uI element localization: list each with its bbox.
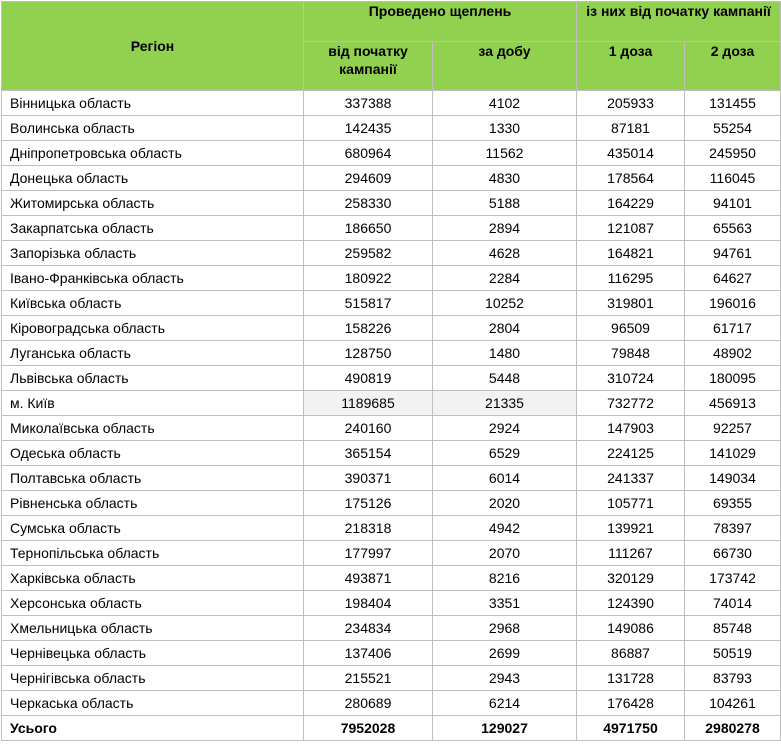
cell-region: Чернівецька область [2,641,304,666]
cell-per-day: 1480 [433,341,577,366]
table-row [2,591,781,616]
table-row [2,91,781,116]
table-row [2,316,781,341]
cell-per-day: 5448 [433,366,577,391]
header-vaccinations: Проведено щеплень [304,2,577,42]
cell-dose2: 180095 [685,366,781,391]
cell-region: Харківська область [2,566,304,591]
cell-total: 515817 [304,291,433,316]
cell-region: Луганська область [2,341,304,366]
cell-region: Черкаська область [2,691,304,716]
cell-dose1: 131728 [577,666,685,691]
cell-dose1: 319801 [577,291,685,316]
cell-total: 128750 [304,341,433,366]
table-row [2,466,781,491]
cell-total: 337388 [304,91,433,116]
table-row [2,641,781,666]
table-row [2,141,781,166]
cell-dose1: 178564 [577,166,685,191]
table-row [2,341,781,366]
table-row [2,416,781,441]
cell-region: Чернігівська область [2,666,304,691]
cell-dose2: 149034 [685,466,781,491]
cell-per-day: 4102 [433,91,577,116]
cell-total: 1189685 [304,391,433,416]
cell-total: 240160 [304,416,433,441]
cell-dose2: 69355 [685,491,781,516]
header-since-start: від початку кампанії [304,42,433,91]
cell-per-day: 2968 [433,616,577,641]
cell-dose2: 456913 [685,391,781,416]
cell-per-day: 2943 [433,666,577,691]
cell-total: 198404 [304,591,433,616]
cell-total: 180922 [304,266,433,291]
cell-region: Кіровоградська область [2,316,304,341]
totals-cell-dose2: 2980278 [685,716,781,741]
cell-dose2: 66730 [685,541,781,566]
cell-dose2: 78397 [685,516,781,541]
table-row [2,491,781,516]
cell-dose1: 310724 [577,366,685,391]
cell-dose2: 61717 [685,316,781,341]
header-since-start-group: із них від початку кампанії [577,2,781,42]
cell-dose2: 245950 [685,141,781,166]
table-row [2,116,781,141]
cell-region: Тернопільська область [2,541,304,566]
cell-region: м. Київ [2,391,304,416]
cell-region: Вінницька область [2,91,304,116]
table-row [2,541,781,566]
cell-per-day: 1330 [433,116,577,141]
table-row [2,291,781,316]
cell-total: 177997 [304,541,433,566]
cell-region: Хмельницька область [2,616,304,641]
cell-per-day: 2894 [433,216,577,241]
cell-region: Миколаївська область [2,416,304,441]
cell-per-day: 11562 [433,141,577,166]
table-row [2,616,781,641]
cell-dose2: 94761 [685,241,781,266]
cell-dose1: 164229 [577,191,685,216]
cell-dose1: 224125 [577,441,685,466]
cell-total: 390371 [304,466,433,491]
cell-dose1: 164821 [577,241,685,266]
cell-dose2: 131455 [685,91,781,116]
cell-region: Львівська область [2,366,304,391]
table-row [2,441,781,466]
cell-dose1: 149086 [577,616,685,641]
cell-per-day: 4830 [433,166,577,191]
cell-region: Херсонська область [2,591,304,616]
cell-per-day: 2924 [433,416,577,441]
cell-dose2: 92257 [685,416,781,441]
cell-dose2: 83793 [685,666,781,691]
table-row [2,166,781,191]
cell-dose1: 139921 [577,516,685,541]
cell-dose1: 86887 [577,641,685,666]
cell-region: Дніпропетровська область [2,141,304,166]
cell-per-day: 2804 [433,316,577,341]
cell-dose2: 64627 [685,266,781,291]
cell-per-day: 4942 [433,516,577,541]
cell-per-day: 6014 [433,466,577,491]
cell-region: Київська область [2,291,304,316]
cell-dose1: 147903 [577,416,685,441]
table-row [2,266,781,291]
cell-total: 186650 [304,216,433,241]
cell-total: 258330 [304,191,433,216]
cell-region: Одеська область [2,441,304,466]
cell-total: 294609 [304,166,433,191]
cell-per-day: 3351 [433,591,577,616]
table-row [2,216,781,241]
cell-dose1: 111267 [577,541,685,566]
cell-dose2: 196016 [685,291,781,316]
cell-dose2: 116045 [685,166,781,191]
cell-per-day: 10252 [433,291,577,316]
totals-cell-total: 7952028 [304,716,433,741]
cell-total: 365154 [304,441,433,466]
cell-dose2: 85748 [685,616,781,641]
cell-per-day: 21335 [433,391,577,416]
table-row [2,691,781,716]
cell-total: 142435 [304,116,433,141]
cell-dose2: 65563 [685,216,781,241]
cell-per-day: 2020 [433,491,577,516]
cell-per-day: 8216 [433,566,577,591]
cell-dose1: 176428 [577,691,685,716]
cell-region: Донецька область [2,166,304,191]
cell-dose1: 105771 [577,491,685,516]
cell-region: Івано-Франківська область [2,266,304,291]
cell-total: 137406 [304,641,433,666]
cell-dose1: 121087 [577,216,685,241]
header-dose2: 2 доза [685,42,781,91]
cell-total: 158226 [304,316,433,341]
cell-dose2: 50519 [685,641,781,666]
cell-total: 175126 [304,491,433,516]
cell-dose1: 435014 [577,141,685,166]
header-dose1: 1 доза [577,42,685,91]
cell-dose2: 104261 [685,691,781,716]
cell-per-day: 2284 [433,266,577,291]
table-row [2,516,781,541]
cell-region: Волинська область [2,116,304,141]
cell-dose1: 87181 [577,116,685,141]
totals-cell-per-day: 129027 [433,716,577,741]
cell-region: Рівненська область [2,491,304,516]
table-row [2,566,781,591]
cell-dose2: 74014 [685,591,781,616]
cell-total: 215521 [304,666,433,691]
cell-per-day: 6529 [433,441,577,466]
cell-total: 493871 [304,566,433,591]
cell-total: 218318 [304,516,433,541]
cell-per-day: 2070 [433,541,577,566]
cell-dose1: 320129 [577,566,685,591]
cell-dose1: 205933 [577,91,685,116]
totals-label: Усього [2,716,304,741]
cell-dose2: 55254 [685,116,781,141]
cell-dose1: 241337 [577,466,685,491]
cell-dose1: 96509 [577,316,685,341]
cell-per-day: 6214 [433,691,577,716]
cell-dose1: 79848 [577,341,685,366]
cell-dose1: 732772 [577,391,685,416]
cell-total: 680964 [304,141,433,166]
cell-region: Полтавська область [2,466,304,491]
cell-per-day: 2699 [433,641,577,666]
cell-per-day: 4628 [433,241,577,266]
table-row [2,366,781,391]
cell-dose1: 116295 [577,266,685,291]
cell-per-day: 5188 [433,191,577,216]
totals-cell-dose1: 4971750 [577,716,685,741]
totals-row [2,716,781,741]
cell-total: 259582 [304,241,433,266]
table-header [2,2,781,91]
table-row [2,666,781,691]
cell-region: Закарпатська область [2,216,304,241]
cell-total: 280689 [304,691,433,716]
vaccination-table [1,1,781,741]
table-row [2,191,781,216]
cell-total: 490819 [304,366,433,391]
table-row [2,391,781,416]
table-row [2,241,781,266]
cell-dose2: 48902 [685,341,781,366]
header-region: Регіон [2,2,304,91]
cell-region: Запорізька область [2,241,304,266]
cell-dose2: 173742 [685,566,781,591]
cell-total: 234834 [304,616,433,641]
table-body [2,91,781,741]
cell-dose2: 94101 [685,191,781,216]
header-per-day: за добу [433,42,577,91]
cell-region: Житомирська область [2,191,304,216]
cell-dose1: 124390 [577,591,685,616]
cell-region: Сумська область [2,516,304,541]
cell-dose2: 141029 [685,441,781,466]
